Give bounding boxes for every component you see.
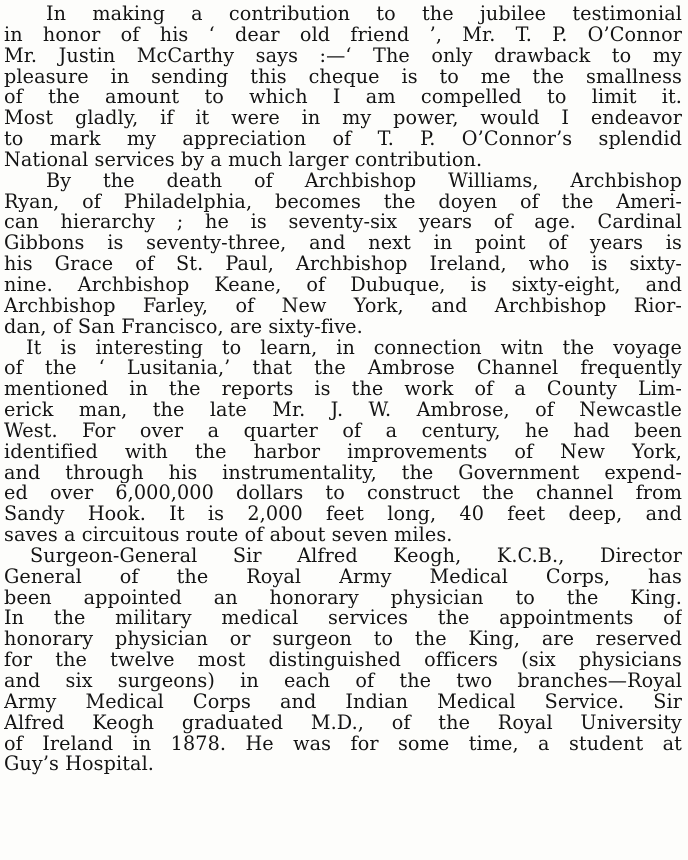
article-line: By the death of Archbishop Williams, Archbishop bbox=[46, 170, 682, 192]
article-line: pleasure in sending this cheque is to me the smallness bbox=[4, 66, 682, 88]
article-line: to mark my appreciation of T. P. O’Connor’s splendid bbox=[4, 129, 682, 150]
article-line: in honor of his ‘ dear old friend ’, Mr. T. P. O’Connor bbox=[4, 24, 682, 46]
article-line: Most gladly, if it were in my power, would I endeavor bbox=[4, 108, 682, 130]
article-line: Army Medical Corps and Indian Medical Service. Sir bbox=[4, 691, 682, 713]
article-line: saves a circuitous route of about seven miles. bbox=[4, 525, 453, 546]
article-line: dan, of San Francisco, are sixty-five. bbox=[4, 316, 363, 338]
article-line: his Grace of St. Paul, Archbishop Ireland, who is sixty- bbox=[4, 254, 682, 275]
article-line: West. For over a quarter of a century, he had been bbox=[4, 420, 682, 442]
article-line: of the amount to which I am compelled to limit it. bbox=[4, 87, 682, 109]
article-line: erick man, the late Mr. J. W. Ambrose, of Newcastle bbox=[4, 400, 682, 421]
article-line: Mr. Justin McCarthy says :—‘ The only drawback to my bbox=[4, 45, 682, 67]
article-line: can hierarchy ; he is seventy-six years of age. Cardinal bbox=[4, 212, 682, 234]
article-line: and through his instrumentality, the Government expend- bbox=[4, 462, 682, 484]
article-line: Surgeon-General Sir Alfred Keogh, K.C.B., Director bbox=[30, 545, 682, 567]
article-line: In the military medical services the appointments of bbox=[4, 608, 682, 630]
article-line: General of the Royal Army Medical Corps, has bbox=[4, 566, 682, 588]
article-line: nine. Archbishop Keane, of Dubuque, is sixty-eight, and bbox=[4, 274, 682, 296]
article-line: Archbishop Farley, of New York, and Archbishop Rior- bbox=[4, 295, 682, 317]
article-line: Sandy Hook. It is 2,000 feet long, 40 feet deep, and bbox=[4, 504, 682, 526]
article-line: of the ‘ Lusitania,’ that the Ambrose Channel frequently bbox=[4, 358, 682, 380]
article-line: honorary physician or surgeon to the King, are reserved bbox=[4, 629, 682, 651]
article-line: Gibbons is seventy-three, and next in point of years is bbox=[4, 233, 682, 255]
article-line: of Ireland in 1878. He was for some time, a student at bbox=[4, 733, 682, 755]
article-line: been appointed an honorary physician to the King. bbox=[4, 587, 682, 609]
article-line: Guy’s Hospital. bbox=[4, 754, 155, 776]
article-line: mentioned in the reports is the work of a County Lim- bbox=[4, 379, 682, 401]
article-line: It is interesting to learn, in connection witn the voyage bbox=[26, 337, 682, 359]
article-column bbox=[4, 4, 682, 775]
article-line: identified with the harbor improvements of New York, bbox=[4, 441, 682, 463]
article-line: and six surgeons) in each of the two branches—Royal bbox=[4, 671, 682, 692]
article-line: ed over 6,000,000 dollars to construct the channel from bbox=[4, 483, 682, 505]
article-line: In making a contribution to the jubilee testimonial bbox=[46, 4, 682, 25]
article-line: National services by a much larger contribution. bbox=[4, 149, 483, 171]
article-line: for the twelve most distinguished officers (six physicians bbox=[4, 650, 682, 671]
article-line: Alfred Keogh graduated M.D., of the Royal University bbox=[4, 712, 682, 734]
article-line: Ryan, of Philadelphia, becomes the doyen of the Ameri- bbox=[4, 191, 682, 213]
